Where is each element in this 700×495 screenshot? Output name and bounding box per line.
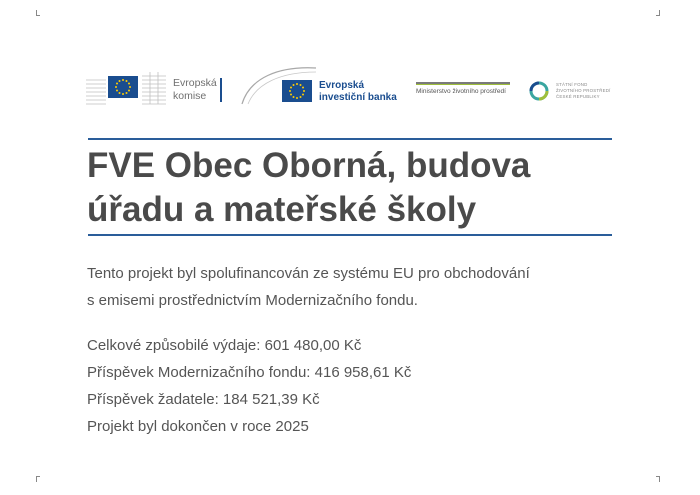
- sfzp-logo: [528, 80, 618, 104]
- sfzp-name: [556, 82, 611, 100]
- ec-name-line1: Evropská: [173, 77, 217, 89]
- crop-mark-bottom-right: [656, 476, 660, 482]
- crop-mark-bottom-left: [36, 476, 40, 482]
- european-commission-logo: [86, 64, 226, 106]
- project-details: [87, 260, 627, 440]
- eib-name-line2: investiční banka: [319, 92, 397, 103]
- eu-flag-icon: [108, 76, 138, 98]
- title-line1: FVE Obec Oborná, budova: [87, 146, 531, 185]
- title-line2: úřadu a mateřské školy: [87, 190, 477, 229]
- european-commission-name: [173, 77, 217, 103]
- ec-name-line2: komise: [173, 90, 207, 102]
- crop-mark-top-left: [36, 10, 40, 16]
- sfzp-name-line3: ČESKÉ REPUBLIKY: [556, 94, 600, 99]
- fact-applicant-contribution: Příspěvek žadatele: 184 521,39 Kč: [87, 391, 320, 408]
- eib-swoosh-icon: [238, 64, 318, 106]
- ec-divider: [220, 78, 222, 102]
- eib-name: [319, 80, 397, 104]
- sfzp-name-line1: STÁTNÍ FOND: [556, 82, 588, 87]
- sfzp-name-line2: ŽIVOTNÍHO PROSTŘEDÍ: [556, 88, 611, 93]
- eib-logo: [238, 64, 398, 106]
- description-line2: s emisemi prostřednictvím Modernizačního fondu.: [87, 292, 418, 309]
- fact-fund-contribution: Příspěvek Modernizačního fondu: 416 958,61 Kč: [87, 364, 412, 381]
- eib-name-line1: Evropská: [319, 80, 365, 91]
- ministry-environment-logo: [413, 80, 513, 104]
- sfzp-ring-icon: [528, 80, 550, 102]
- crop-mark-top-right: [656, 10, 660, 16]
- fact-total-costs: Celkové způsobilé výdaje: 601 480,00 Kč: [87, 337, 362, 354]
- project-title: [87, 144, 627, 232]
- title-rule-top: [88, 138, 612, 140]
- fact-completion-year: Projekt byl dokončen v roce 2025: [87, 418, 309, 435]
- logo-strip: [86, 64, 616, 106]
- spacer: [87, 314, 627, 332]
- description-line1: Tento projekt byl spolufinancován ze systému EU pro obchodování: [87, 265, 530, 282]
- mzp-rule-accent: [416, 84, 510, 85]
- mzp-name: Ministerstvo životního prostředí: [416, 88, 506, 95]
- title-rule-bottom: [88, 234, 612, 236]
